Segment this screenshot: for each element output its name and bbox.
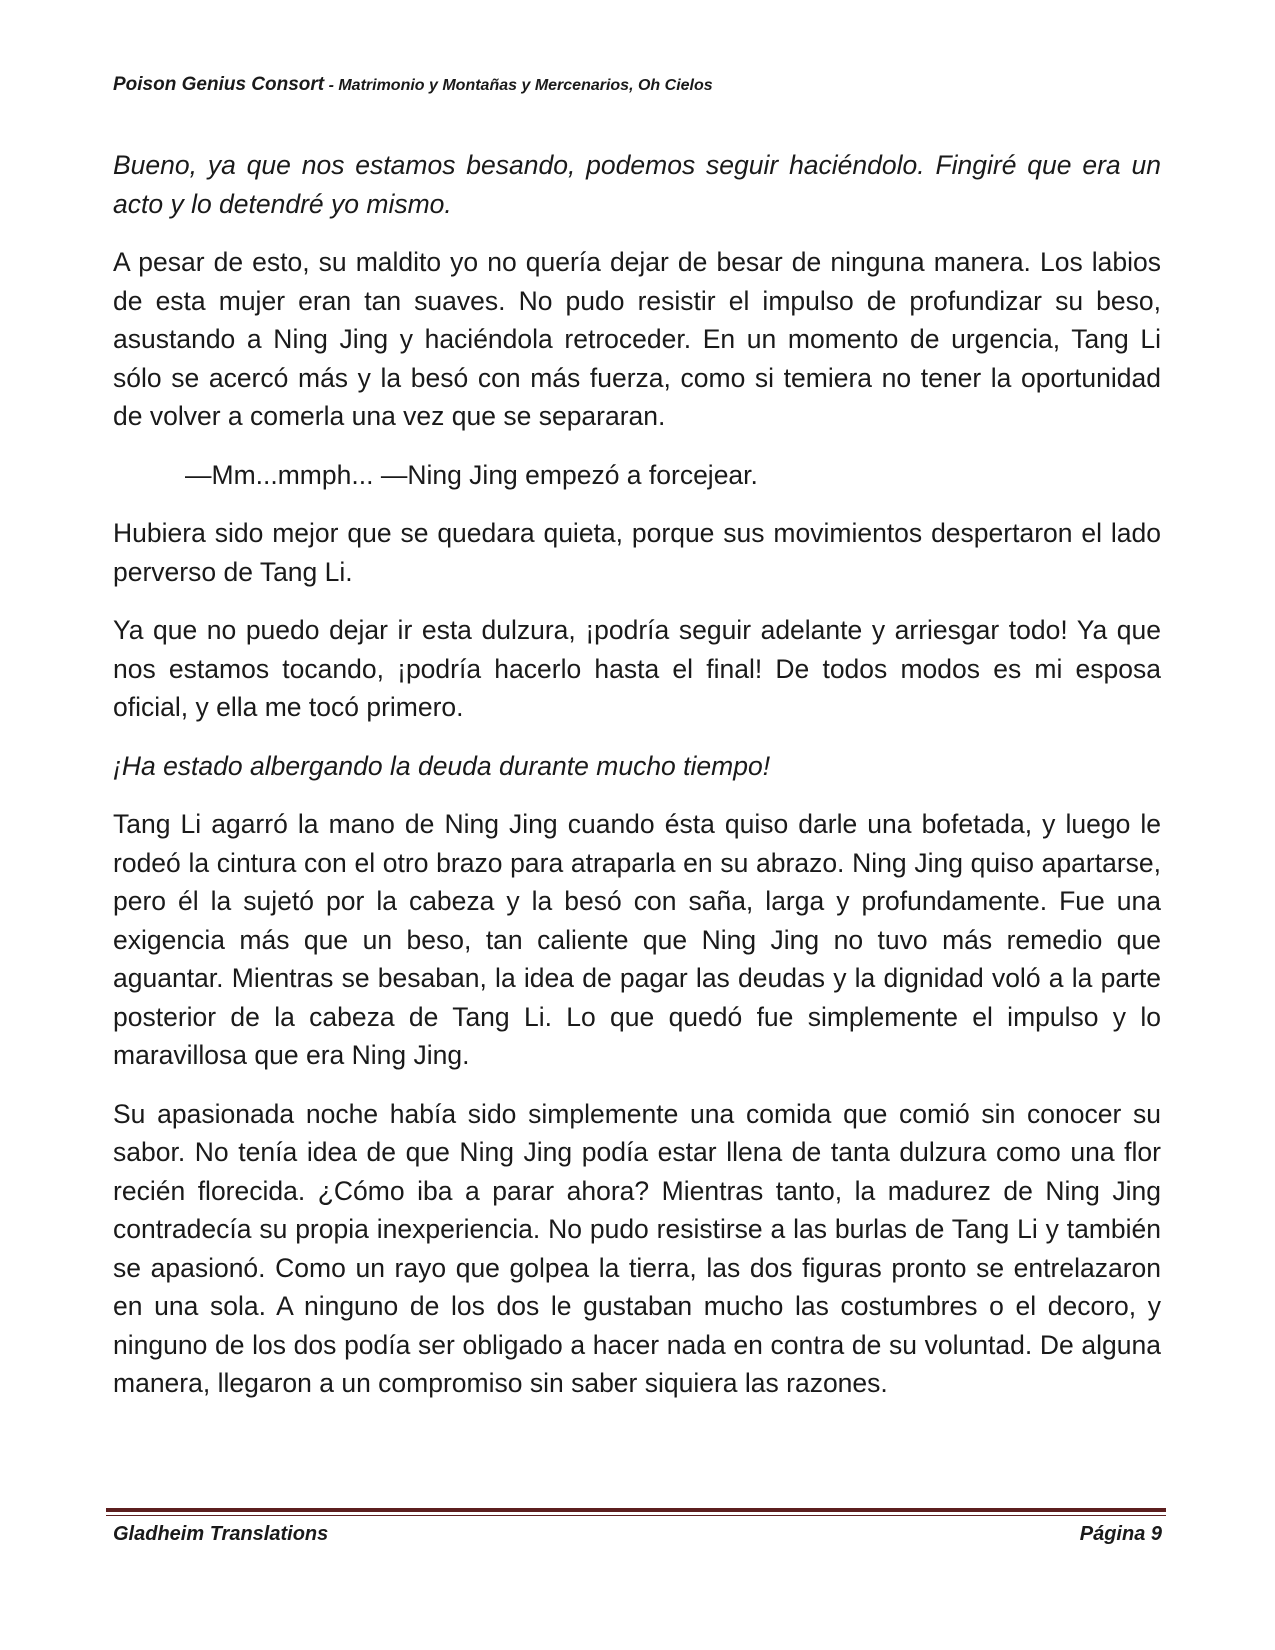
paragraph: Su apasionada noche había sido simplemente una comida que comió sin conocer su sabor. No tenía idea de que Ning Jing podía estar llena de tanta dulzura como una flor recién florecida. ¿Cómo iba a parar ahora? Mientras tanto, la madurez de Ning Jing contradecía su propia inexperiencia. No pudo resistirse a las burlas de Tang Li y también se apasionó. Como un rayo que golpea la tierra, las dos figuras pronto se entrelazaron en una sola. A ninguno de los dos le gustaban mucho las costumbres o el decoro, y ninguno de los dos podía ser obligado a hacer nada en contra de su voluntad. De alguna manera, llegaron a un compromiso sin saber siquiera las razones. — [113, 1098, 1161, 1398]
paragraph: ¡Ha estado albergando la deuda durante mucho tiempo! — [113, 750, 771, 781]
paragraph: Hubiera sido mejor que se quedara quieta, porque sus movimientos despertaron el lado perverso de Tang Li. — [113, 518, 1161, 587]
footer-rule — [106, 1508, 1166, 1512]
page-header — [113, 74, 713, 96]
dialogue-line: —Mm...mmph... —Ning Jing empezó a forcejear. — [185, 459, 758, 490]
book-title: Poison Genius Consort — [113, 74, 325, 95]
page-body — [113, 146, 1161, 1423]
paragraph: Ya que no puedo dejar ir esta dulzura, ¡podría seguir adelante y arriesgar todo! Ya que nos estamos tocando, ¡podría hacerlo hasta el final! De todos modos es mi esposa oficial, y ella me tocó primero. — [113, 615, 1161, 722]
footer-rule-thin — [106, 1515, 1166, 1516]
page-number: Página 9 — [1079, 1523, 1162, 1545]
paragraph: Tang Li agarró la mano de Ning Jing cuando ésta quiso darle una bofetada, y luego le rodeó la cintura con el otro brazo para atraparla en su abrazo. Ning Jing quiso apartarse, pero él la sujetó por la cabeza y la besó con saña, larga y profundamente. Fue una exigencia más que un beso, tan caliente que Ning Jing no tuvo más remedio que aguantar. Mientras se besaban, la idea de pagar las deudas y la dignidad voló a la parte posterior de la cabeza de Tang Li. Lo que quedó fue simplemente el impulso y lo maravillosa que era Ning Jing. — [113, 809, 1161, 1070]
chapter-title: - Matrimonio y Montañas y Mercenarios, Oh Cielos — [324, 77, 713, 94]
paragraph: A pesar de esto, su maldito yo no quería dejar de besar de ninguna manera. Los labios de esta mujer eran tan suaves. No pudo resistir el impulso de profundizar su beso, asustando a Ning Jing y haciéndola retroceder. En un momento de urgencia, Tang Li sólo se acercó más y la besó con más fuerza, como si temiera no tener la oportunidad de volver a comerla una vez que se separaran. — [113, 247, 1161, 431]
footer-credit: Gladheim Translations — [113, 1523, 329, 1545]
paragraph: Bueno, ya que nos estamos besando, podemos seguir haciéndolo. Fingiré que era un acto y lo detendré yo mismo. — [113, 150, 1161, 219]
